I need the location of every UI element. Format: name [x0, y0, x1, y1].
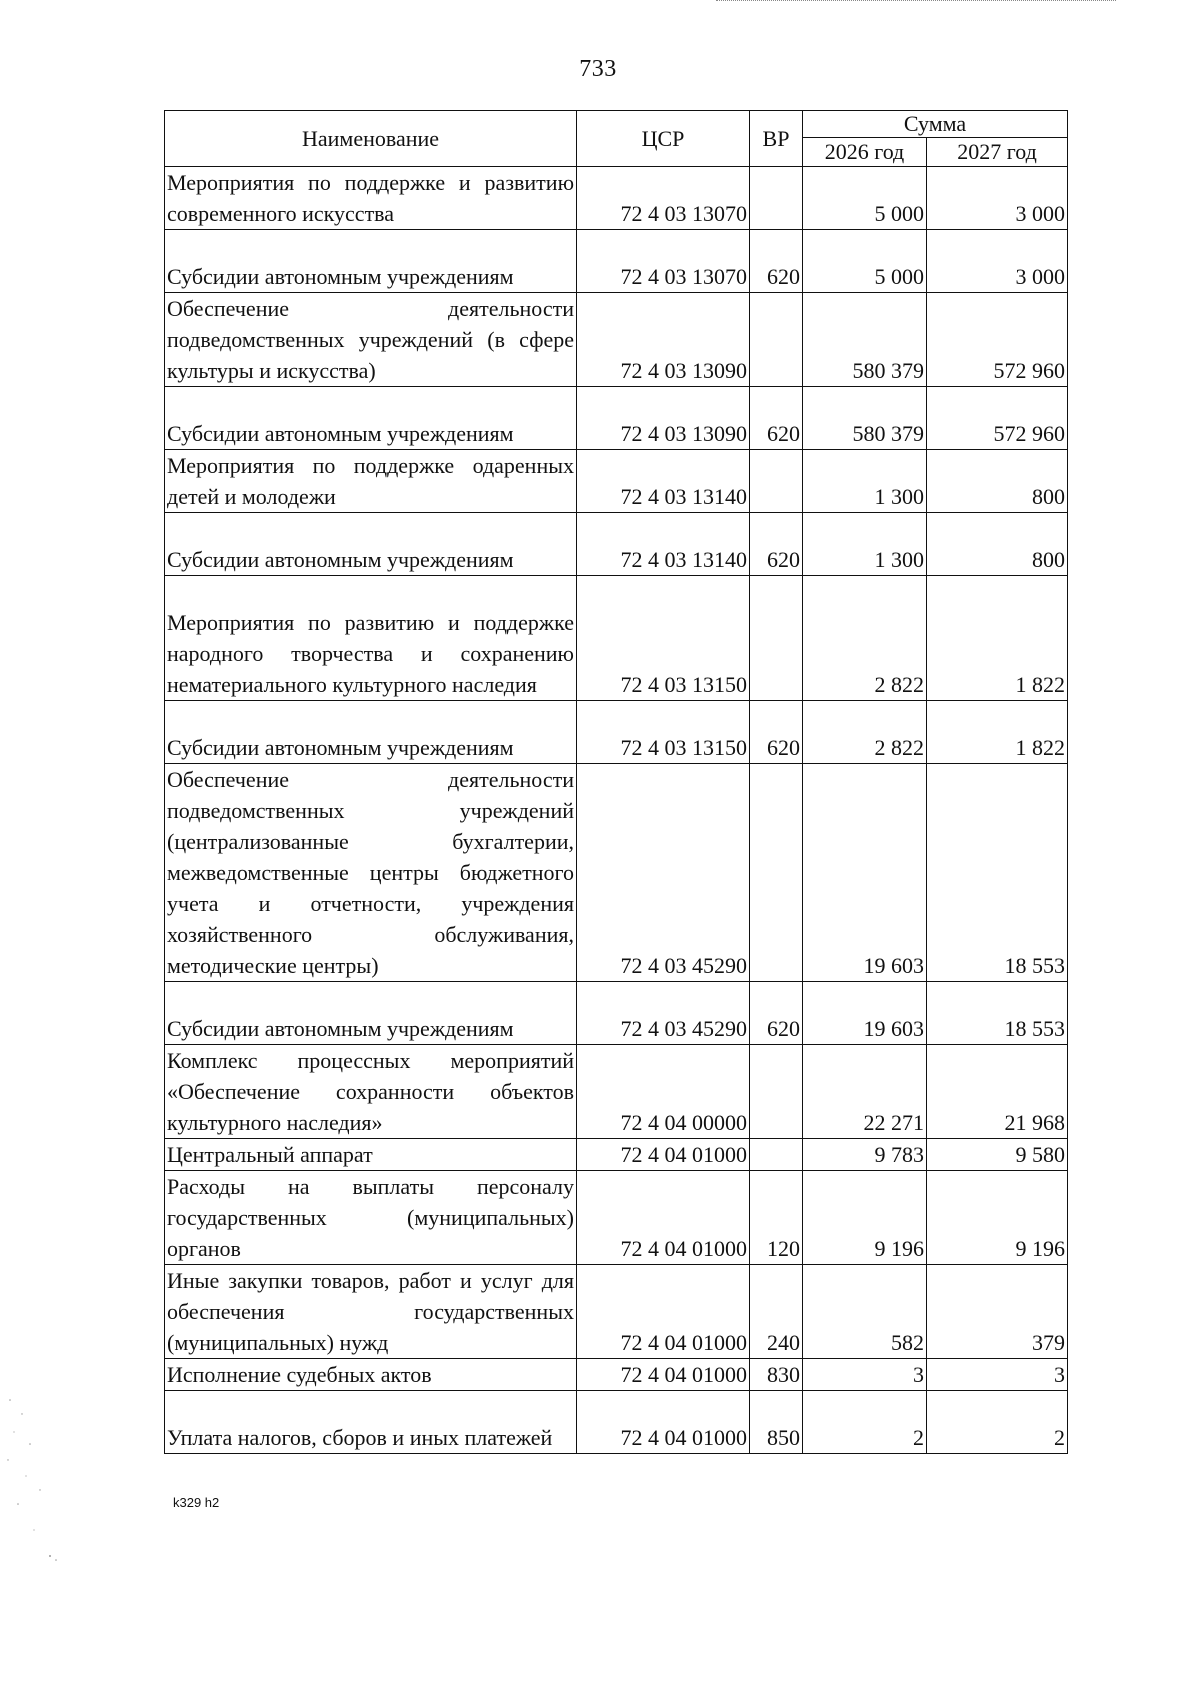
row-amount-2026-cell: 580 379 [803, 387, 927, 450]
footer-code: k329 h2 [173, 1495, 220, 1510]
row-vr-cell: 620 [750, 230, 803, 293]
table-row [165, 1391, 1068, 1454]
row-csr-cell: 72 4 03 13150 [577, 701, 750, 764]
row-amount-2027-cell: 1 822 [927, 576, 1068, 701]
row-amount-2026-cell: 5 000 [803, 230, 927, 293]
row-amount-2026-cell: 9 783 [803, 1139, 927, 1171]
row-csr-cell: 72 4 03 45290 [577, 982, 750, 1045]
row-name-cell: Мероприятия по поддержке одаренных детей и молодежи [165, 450, 577, 513]
row-name-cell: Субсидии автономным учреждениям [165, 387, 577, 450]
row-amount-2027-cell: 800 [927, 513, 1068, 576]
row-name-cell: Субсидии автономным учреждениям [165, 513, 577, 576]
page-number: 733 [579, 56, 617, 82]
row-amount-2027-cell: 9 580 [927, 1139, 1068, 1171]
row-vr-cell [750, 293, 803, 387]
row-vr-cell: 240 [750, 1265, 803, 1359]
row-csr-cell: 72 4 03 13090 [577, 387, 750, 450]
row-name-cell: Иные закупки товаров, работ и услуг для обеспечения государственных (муниципальных) нужд [165, 1265, 577, 1359]
row-csr-cell: 72 4 03 13140 [577, 450, 750, 513]
row-vr-cell: 850 [750, 1391, 803, 1454]
table-row [165, 387, 1068, 450]
row-name-cell: Комплекс процессных мероприятий «Обеспечение сохранности объектов культурного наследия» [165, 1045, 577, 1139]
row-csr-cell: 72 4 03 13070 [577, 167, 750, 230]
row-amount-2027-cell: 18 553 [927, 764, 1068, 982]
row-csr-cell: 72 4 03 45290 [577, 764, 750, 982]
row-amount-2026-cell: 580 379 [803, 293, 927, 387]
page-header [0, 0, 1116, 100]
row-amount-2026-cell: 19 603 [803, 764, 927, 982]
table-row [165, 1171, 1068, 1265]
table-header [165, 111, 1068, 167]
table-row [165, 1045, 1068, 1139]
table-row [165, 1265, 1068, 1359]
row-csr-cell: 72 4 04 01000 [577, 1359, 750, 1391]
row-amount-2027-cell: 18 553 [927, 982, 1068, 1045]
row-amount-2026-cell: 9 196 [803, 1171, 927, 1265]
row-csr-cell: 72 4 04 01000 [577, 1171, 750, 1265]
row-amount-2026-cell: 2 822 [803, 701, 927, 764]
header-name: Наименование [165, 111, 577, 167]
row-amount-2027-cell: 2 [927, 1391, 1068, 1454]
row-amount-2026-cell: 2 822 [803, 576, 927, 701]
row-vr-cell: 620 [750, 982, 803, 1045]
row-csr-cell: 72 4 04 01000 [577, 1265, 750, 1359]
header-csr: ЦСР [577, 111, 750, 167]
table-row [165, 701, 1068, 764]
row-amount-2027-cell: 1 822 [927, 701, 1068, 764]
header-year-2027: 2027 год [927, 138, 1068, 167]
row-amount-2027-cell: 379 [927, 1265, 1068, 1359]
row-amount-2027-cell: 572 960 [927, 293, 1068, 387]
row-amount-2026-cell: 22 271 [803, 1045, 927, 1139]
row-vr-cell: 620 [750, 387, 803, 450]
row-amount-2026-cell: 19 603 [803, 982, 927, 1045]
row-amount-2027-cell: 3 [927, 1359, 1068, 1391]
table-row [165, 764, 1068, 982]
row-amount-2026-cell: 3 [803, 1359, 927, 1391]
row-csr-cell: 72 4 04 01000 [577, 1139, 750, 1171]
row-name-cell: Расходы на выплаты персоналу государственных (муниципальных) органов [165, 1171, 577, 1265]
row-name-cell: Субсидии автономным учреждениям [165, 982, 577, 1045]
row-name-cell: Уплата налогов, сборов и иных платежей [165, 1391, 577, 1454]
table-row [165, 513, 1068, 576]
row-amount-2026-cell: 5 000 [803, 167, 927, 230]
row-amount-2027-cell: 800 [927, 450, 1068, 513]
row-vr-cell [750, 764, 803, 982]
row-amount-2027-cell: 9 196 [927, 1171, 1068, 1265]
row-name-cell: Субсидии автономным учреждениям [165, 701, 577, 764]
row-amount-2026-cell: 1 300 [803, 450, 927, 513]
row-name-cell: Обеспечение деятельности подведомственных учреждений (централизованные бухгалтерии, межведомственные центры бюджетного учета и отчетности, учреждения хозяйственного обслуживания, методические центры) [165, 764, 577, 982]
row-amount-2027-cell: 21 968 [927, 1045, 1068, 1139]
row-vr-cell: 830 [750, 1359, 803, 1391]
row-vr-cell: 620 [750, 701, 803, 764]
row-vr-cell [750, 576, 803, 701]
row-name-cell: Мероприятия по поддержке и развитию современного искусства [165, 167, 577, 230]
row-vr-cell [750, 1045, 803, 1139]
row-amount-2026-cell: 1 300 [803, 513, 927, 576]
row-name-cell: Исполнение судебных актов [165, 1359, 577, 1391]
table-row [165, 293, 1068, 387]
row-name-cell: Центральный аппарат [165, 1139, 577, 1171]
row-amount-2026-cell: 582 [803, 1265, 927, 1359]
row-csr-cell: 72 4 03 13090 [577, 293, 750, 387]
row-vr-cell [750, 167, 803, 230]
table-body [165, 167, 1068, 1454]
budget-table [164, 110, 1068, 1454]
table-row [165, 1359, 1068, 1391]
table-row [165, 982, 1068, 1045]
header-year-2026: 2026 год [803, 138, 927, 167]
header-sum: Сумма [803, 111, 1068, 138]
row-name-cell: Обеспечение деятельности подведомственных учреждений (в сфере культуры и искусства) [165, 293, 577, 387]
row-name-cell: Субсидии автономным учреждениям [165, 230, 577, 293]
row-amount-2027-cell: 3 000 [927, 230, 1068, 293]
table-row [165, 1139, 1068, 1171]
row-amount-2027-cell: 572 960 [927, 387, 1068, 450]
row-amount-2027-cell: 3 000 [927, 167, 1068, 230]
table-row [165, 450, 1068, 513]
header-vr: ВР [750, 111, 803, 167]
row-name-cell: Мероприятия по развитию и поддержке народного творчества и сохранению нематериального культурного наследия [165, 576, 577, 701]
row-csr-cell: 72 4 04 01000 [577, 1391, 750, 1454]
table-row [165, 167, 1068, 230]
row-csr-cell: 72 4 03 13070 [577, 230, 750, 293]
table-row [165, 576, 1068, 701]
scan-noise [0, 1380, 70, 1568]
row-amount-2026-cell: 2 [803, 1391, 927, 1454]
table-row [165, 230, 1068, 293]
row-csr-cell: 72 4 04 00000 [577, 1045, 750, 1139]
row-vr-cell [750, 450, 803, 513]
row-csr-cell: 72 4 03 13140 [577, 513, 750, 576]
row-vr-cell: 120 [750, 1171, 803, 1265]
row-vr-cell [750, 1139, 803, 1171]
row-csr-cell: 72 4 03 13150 [577, 576, 750, 701]
row-vr-cell: 620 [750, 513, 803, 576]
